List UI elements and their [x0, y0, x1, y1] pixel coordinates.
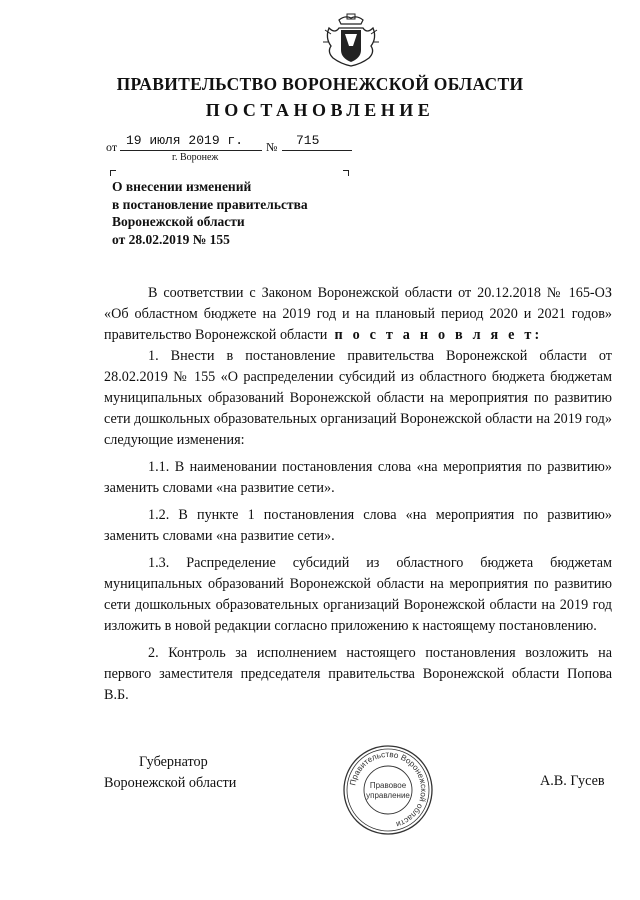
official-stamp — [342, 744, 434, 836]
preamble-paragraph — [104, 283, 612, 346]
date-value: 19 июля 2019 г. — [126, 133, 244, 148]
bracket-left-icon — [110, 170, 116, 176]
document-type: ПОСТАНОВЛЕНИЕ — [205, 100, 435, 120]
number-label: № — [266, 140, 278, 154]
subject-line: от 28.02.2019 № 155 — [112, 231, 230, 247]
item-2: 2. Контроль за исполнением настоящего постановления возложить на первого заместителя председателя правительства Воронежской области Попова В.Б. — [104, 645, 612, 703]
number-underline — [282, 150, 352, 151]
subject-line: О внесении изменений — [112, 179, 252, 194]
subject-line: в постановление правительства — [112, 196, 308, 212]
bracket-right-icon — [343, 170, 349, 176]
item-1-2: 1.2. В пункте 1 постановления слова «на мероприятия по развитию» заменить словами «на развитие сети». — [104, 507, 612, 544]
preamble-text: В соответствии с Законом Воронежской области от 20.12.2018 № 165-ОЗ «Об областном бюджете на 2019 год и на плановый период 2020 и 2021 годов» правительство Воронежской области — [104, 285, 612, 343]
signer-title-line: Воронежской области — [104, 775, 237, 791]
resolves-text: п о с т а н о в л я е т: — [334, 327, 543, 343]
coat-of-arms-icon — [323, 12, 379, 70]
stamp-center-line: управление — [366, 791, 410, 800]
date-prefix: от — [106, 140, 118, 154]
number-value: 715 — [296, 133, 320, 148]
document-subject — [112, 178, 308, 248]
subject-line: Воронежской области — [112, 214, 245, 229]
stamp-ring-text: Правительство Воронежской области — [348, 749, 429, 829]
date-underline — [120, 150, 262, 151]
signer-name: А.В. Гусев — [540, 773, 605, 789]
document-body — [104, 283, 612, 706]
item-1-1: 1.1. В наименовании постановления слова «на мероприятия по развитию» заменить словами «на развитие сети». — [104, 459, 612, 496]
signer-title — [104, 752, 236, 794]
organization-title: ПРАВИТЕЛЬСТВО ВОРОНЕЖСКОЙ ОБЛАСТИ — [116, 74, 524, 94]
city-label: г. Воронеж — [172, 152, 219, 163]
stamp-center-line: Правовое — [369, 781, 407, 790]
item-1-3: 1.3. Распределение субсидий из областного бюджета бюджетам муниципальных образований Воронежской области на мероприятия по развитию сети дошкольных образовательных организаций Воронежской области на 2019 год изложить в новой редакции согласно приложению к настоящему постановлению. — [104, 555, 612, 634]
item-1: 1. Внести в постановление правительства Воронежской области от 28.02.2019 № 155 «О распределении субсидий из областного бюджета бюджетам муниципальных образований Воронежской области на мероприятия по развитию сети дошкольных образовательных организаций Воронежской области на 2019 год» следующие изменения: — [104, 348, 612, 448]
signer-title-line: Губернатор — [139, 754, 208, 770]
